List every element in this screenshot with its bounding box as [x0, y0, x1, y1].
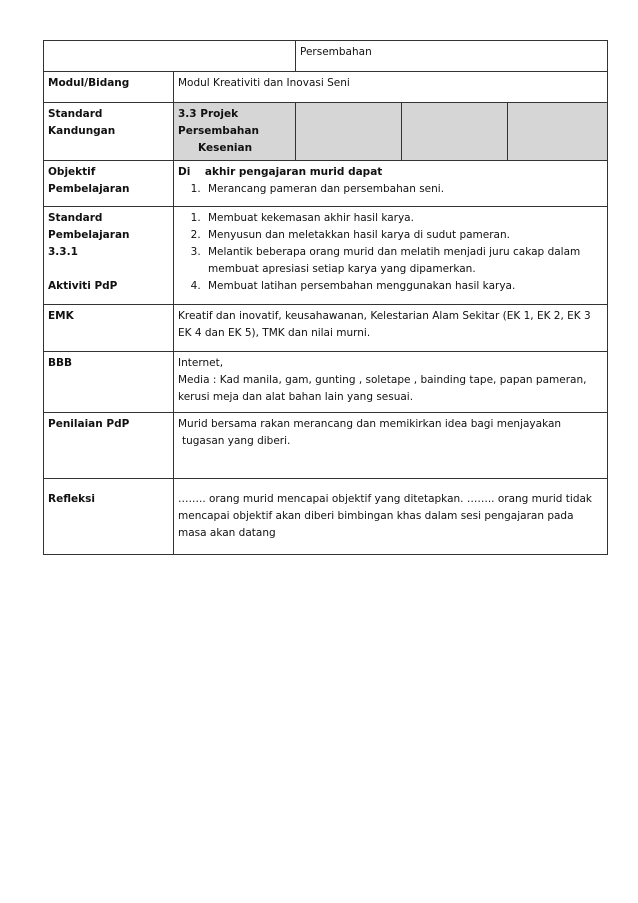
modul-value: Modul Kreativiti dan Inovasi Seni — [174, 72, 608, 103]
standard-kandungan-label: Standard Kandungan — [44, 103, 174, 161]
lesson-plan-table — [43, 40, 608, 555]
aktiviti-list — [178, 210, 603, 295]
header-title: Persembahan — [296, 41, 608, 72]
grey-cell-3 — [508, 103, 608, 161]
objektif-label-line2: Pembelajaran — [48, 183, 130, 195]
list-item: 1. Merancang pameran dan persembahan seni. — [204, 181, 603, 198]
objektif-list — [178, 181, 603, 198]
header-row — [44, 41, 608, 72]
sp-spacer — [48, 261, 169, 278]
sp-label-line2: Pembelajaran — [48, 229, 130, 241]
refleksi-row — [44, 479, 608, 555]
emk-label: EMK — [44, 305, 174, 352]
standard-pembelajaran-row — [44, 207, 608, 305]
bbb-line2: Media : Kad manila, gam, gunting , soletape , bainding tape, papan pameran, kerusi meja dan alat bahan lain yang sesuai. — [178, 374, 587, 403]
list-item: 4. Membuat latihan persembahan menggunakan hasil karya. — [204, 278, 603, 295]
objektif-value — [174, 161, 608, 207]
sp-code: 3.3.1 — [48, 246, 78, 258]
emk-value: Kreatif dan inovatif, keusahawanan, Kelestarian Alam Sekitar (EK 1, EK 2, EK 3 EK 4 dan EK 5), TMK dan nilai murni. — [174, 305, 608, 352]
emk-row — [44, 305, 608, 352]
objektif-label-line1: Objektif — [48, 166, 96, 178]
objektif-intro: Di akhir pengajaran murid dapat — [178, 166, 383, 178]
standard-kandungan-line1: 3.3 Projek — [178, 108, 239, 120]
bbb-row — [44, 352, 608, 413]
bbb-line1: Internet, — [178, 357, 224, 369]
bbb-value — [174, 352, 608, 413]
penilaian-label: Penilaian PdP — [44, 413, 174, 479]
standard-pembelajaran-label — [44, 207, 174, 305]
aktiviti-label: Aktiviti PdP — [48, 280, 118, 292]
list-item: 2. Menyusun dan meletakkan hasil karya di sudut pameran. — [204, 227, 603, 244]
penilaian-line1: Murid bersama rakan merancang dan memikirkan idea bagi menjayakan — [178, 418, 562, 430]
refleksi-value: …….. orang murid mencapai objektif yang ditetapkan. …….. orang murid tidak mencapai objektif akan diberi bimbingan khas dalam sesi pengajaran pada masa akan datang — [174, 479, 608, 555]
standard-kandungan-line2: Persembahan — [178, 125, 259, 137]
standard-kandungan-value — [174, 103, 296, 161]
penilaian-row — [44, 413, 608, 479]
penilaian-line2: tugasan yang diberi. — [182, 435, 291, 447]
sp-label-line1: Standard — [48, 212, 103, 224]
bbb-label: BBB — [44, 352, 174, 413]
header-empty-cell — [44, 41, 296, 72]
refleksi-label: Refleksi — [44, 479, 174, 555]
standard-kandungan-row — [44, 103, 608, 161]
modul-label: Modul/Bidang — [44, 72, 174, 103]
list-item: 3. Melantik beberapa orang murid dan melatih menjadi juru cakap dalam membuat apresiasi setiap karya yang dipamerkan. — [204, 244, 603, 278]
modul-row — [44, 72, 608, 103]
objektif-row — [44, 161, 608, 207]
grey-cell-1 — [296, 103, 402, 161]
standard-kandungan-line3: Kesenian — [198, 142, 253, 154]
penilaian-value — [174, 413, 608, 479]
standard-pembelajaran-value — [174, 207, 608, 305]
grey-cell-2 — [402, 103, 508, 161]
list-item: 1. Membuat kekemasan akhir hasil karya. — [204, 210, 603, 227]
objektif-label — [44, 161, 174, 207]
